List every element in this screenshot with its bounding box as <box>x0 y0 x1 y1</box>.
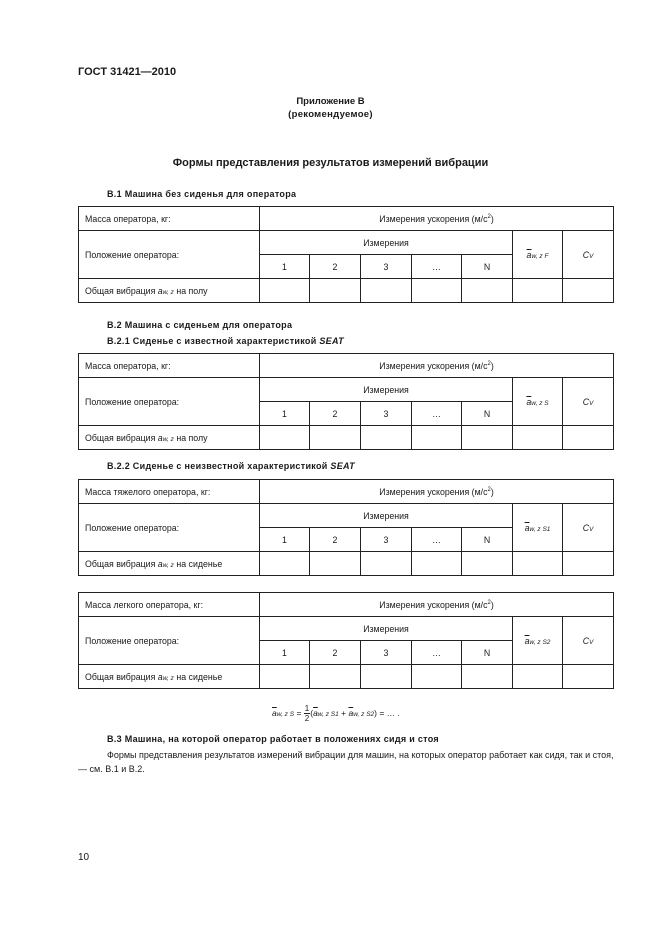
total-vibration-label: Общая вибрация aw, z на полу <box>79 426 260 450</box>
mass-label: Масса оператора, кг: <box>79 207 260 231</box>
cv-header: CV <box>563 504 614 552</box>
accel-header: Измерения ускорения $(м/с^2)$ <box>260 207 614 231</box>
mean-header: $\overline{a}w$, z S1 <box>513 504 563 552</box>
cv-header: CV <box>563 231 614 279</box>
measurements-header: Измерения <box>260 617 513 641</box>
measurements-header: Измерения <box>260 378 513 402</box>
value-cell <box>513 426 563 450</box>
mean-header: $\overline{a}w$, z S <box>513 378 563 426</box>
mass-label: Масса легкого оператора, кг: <box>79 593 260 617</box>
value-cell <box>412 279 462 303</box>
document-code: ГОСТ 31421—2010 <box>78 66 177 78</box>
value-cell <box>310 552 361 576</box>
section-b21-heading: В.2.1 Сиденье с известной характеристикой SEAT <box>107 336 344 346</box>
col-3: 3 <box>361 402 412 426</box>
fraction: $\frac{1}{2}$ <box>304 704 310 723</box>
value-cell <box>462 426 513 450</box>
value-cell <box>310 665 361 689</box>
col-1: 1 <box>260 255 310 279</box>
accel-header: Измерения ускорения $(м/с^2)$ <box>260 593 614 617</box>
col-3: 3 <box>361 255 412 279</box>
col-ellipsis: … <box>412 402 462 426</box>
mean-header: $\overline{a}w$, z F <box>513 231 563 279</box>
accel-header: Измерения ускорения $(м/с^2)$ <box>260 480 614 504</box>
value-cell <box>310 279 361 303</box>
section-b1-heading: В.1 Машина без сиденья для оператора <box>107 189 297 199</box>
value-cell <box>361 279 412 303</box>
value-cell <box>563 426 614 450</box>
value-cell <box>412 552 462 576</box>
value-cell <box>462 279 513 303</box>
position-label: Положение оператора: <box>79 231 260 279</box>
cv-header: CV <box>563 378 614 426</box>
value-cell <box>563 552 614 576</box>
cv-header: CV <box>563 617 614 665</box>
col-2: 2 <box>310 528 361 552</box>
total-vibration-label: Общая вибрация aw, z на сиденье <box>79 552 260 576</box>
measurements-header: Измерения <box>260 231 513 255</box>
value-cell <box>462 665 513 689</box>
position-label: Положение оператора: <box>79 617 260 665</box>
value-cell <box>361 426 412 450</box>
value-cell <box>462 552 513 576</box>
value-cell <box>361 665 412 689</box>
value-cell <box>563 665 614 689</box>
col-2: 2 <box>310 402 361 426</box>
mean-formula: $\overline{a}w$, z S = $\frac{1}{2}(\overline{a}w$, z $S1 + \overline{a}w$, z S2) = … . <box>272 704 400 723</box>
document-title: Формы представления результатов измерений вибрации <box>172 157 489 169</box>
col-1: 1 <box>260 641 310 665</box>
value-cell <box>412 426 462 450</box>
col-1: 1 <box>260 402 310 426</box>
position-label: Положение оператора: <box>79 504 260 552</box>
position-label: Положение оператора: <box>79 378 260 426</box>
col-1: 1 <box>260 528 310 552</box>
total-vibration-label: Общая вибрация aw, z на сиденье <box>79 665 260 689</box>
value-cell <box>260 552 310 576</box>
table-b1 <box>78 206 614 303</box>
mean-header: $\overline{a}w$, z S2 <box>513 617 563 665</box>
appendix-title: Приложение В <box>296 96 365 107</box>
value-cell <box>513 552 563 576</box>
accel-header: Измерения ускорения $(м/с^2)$ <box>260 354 614 378</box>
col-2: 2 <box>310 255 361 279</box>
col-ellipsis: … <box>412 528 462 552</box>
value-cell <box>513 279 563 303</box>
value-cell <box>260 426 310 450</box>
col-2: 2 <box>310 641 361 665</box>
page-number: 10 <box>78 852 90 863</box>
appendix-note: (рекомендуемое) <box>288 109 373 120</box>
col-3: 3 <box>361 641 412 665</box>
col-n: N <box>462 402 513 426</box>
mass-label: Масса оператора, кг: <box>79 354 260 378</box>
value-cell <box>513 665 563 689</box>
value-cell <box>563 279 614 303</box>
section-b3-heading: В.3 Машина, на которой оператор работает в положениях сидя и стоя <box>107 734 439 744</box>
table-b21 <box>78 353 614 450</box>
col-3: 3 <box>361 528 412 552</box>
section-b3-text: Формы представления результатов измерений вибрации для машин, на которых оператор работает как сидя, так и стоя, — см. В.1 и В.2. <box>78 750 614 774</box>
value-cell <box>260 665 310 689</box>
table-b22-heavy <box>78 479 614 576</box>
total-vibration-label: Общая вибрация aw, z на полу <box>79 279 260 303</box>
value-cell <box>310 426 361 450</box>
value-cell <box>361 552 412 576</box>
col-n: N <box>462 641 513 665</box>
value-cell <box>260 279 310 303</box>
section-b2-heading: В.2 Машина с сиденьем для оператора <box>107 320 293 330</box>
col-ellipsis: … <box>412 255 462 279</box>
col-n: N <box>462 528 513 552</box>
value-cell <box>412 665 462 689</box>
col-ellipsis: … <box>412 641 462 665</box>
col-n: N <box>462 255 513 279</box>
section-b22-heading: В.2.2 Сиденье с неизвестной характеристикой SEAT <box>107 461 355 471</box>
table-b22-light <box>78 592 614 689</box>
mass-label: Масса тяжелого оператора, кг: <box>79 480 260 504</box>
measurements-header: Измерения <box>260 504 513 528</box>
